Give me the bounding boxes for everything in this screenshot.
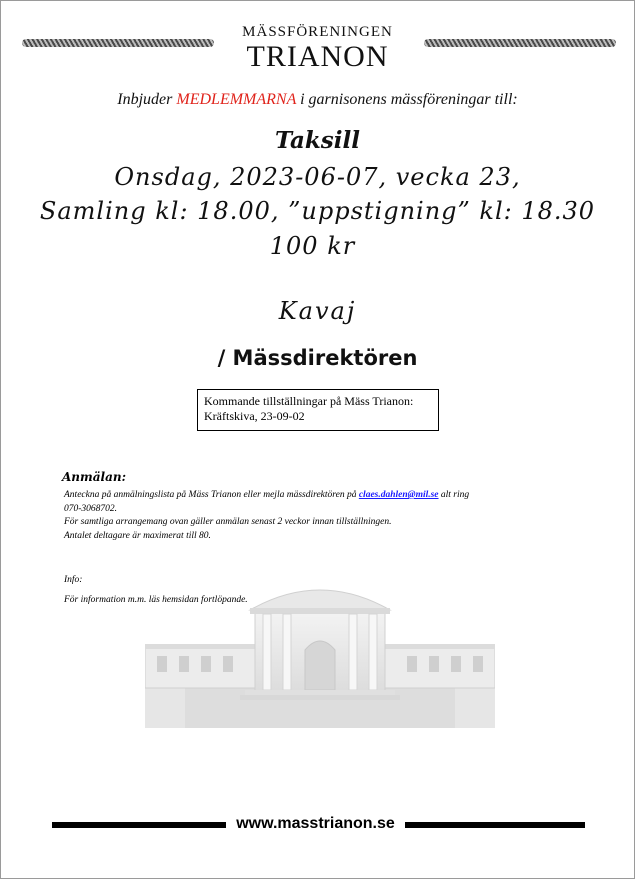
footer-bar-right — [405, 822, 585, 828]
dress-code: Kavaj — [278, 297, 357, 325]
info-text: För information m.m. läs hemsidan fortlöpande. — [64, 595, 248, 605]
upcoming-item: Kräftskiva, 23-09-02 — [204, 409, 305, 423]
signup-text — [64, 489, 564, 543]
upcoming-events-box — [197, 389, 439, 431]
event-date: Onsdag, 2023-06-07, vecka 23, — [114, 163, 521, 191]
signup-line-1 — [64, 489, 564, 503]
upcoming-heading: Kommande tillställningar på Mäss Trianon: — [204, 394, 414, 408]
event-price: 100 kr — [269, 232, 356, 260]
signup-email-link[interactable]: claes.dahlen@mil.se — [358, 490, 439, 500]
logo-subtitle: MÄSSFÖRENINGEN — [242, 24, 393, 40]
signup-heading: Anmälan: — [62, 470, 126, 484]
logo-title: TRIANON — [246, 40, 389, 73]
event-title: Taksill — [275, 127, 360, 154]
signup-line-1-prefix: Anteckna på anmälningslista på Mäss Trianon eller mejla mässdirektören på — [64, 490, 359, 500]
signup-line-2: För samtliga arrangemang ovan gäller anmälan senast 2 veckor innan tillställningen. — [64, 517, 392, 527]
invitation-line — [0, 91, 635, 109]
event-host: / Mässdirektören — [217, 346, 418, 370]
invitation-prefix: Inbjuder — [117, 91, 177, 108]
invitation-suffix: i garnisonens mässföreningar till: — [296, 91, 518, 108]
signup-phone: 070-3068702. — [64, 503, 118, 514]
signup-line-1-suffix: alt ring — [438, 490, 470, 500]
signup-line-3: Antalet deltagare är maximerat till 80. — [64, 530, 211, 541]
building-watermark-illustration — [145, 568, 495, 728]
info-label: Info: — [64, 575, 83, 585]
footer-bar-left — [52, 822, 226, 828]
event-time: Samling kl: 18.00, ”uppstigning” kl: 18.30 — [39, 197, 596, 225]
invitation-highlight: MEDLEMMARNA — [176, 91, 297, 108]
footer-website-link[interactable]: www.masstrianon.se — [236, 815, 395, 832]
